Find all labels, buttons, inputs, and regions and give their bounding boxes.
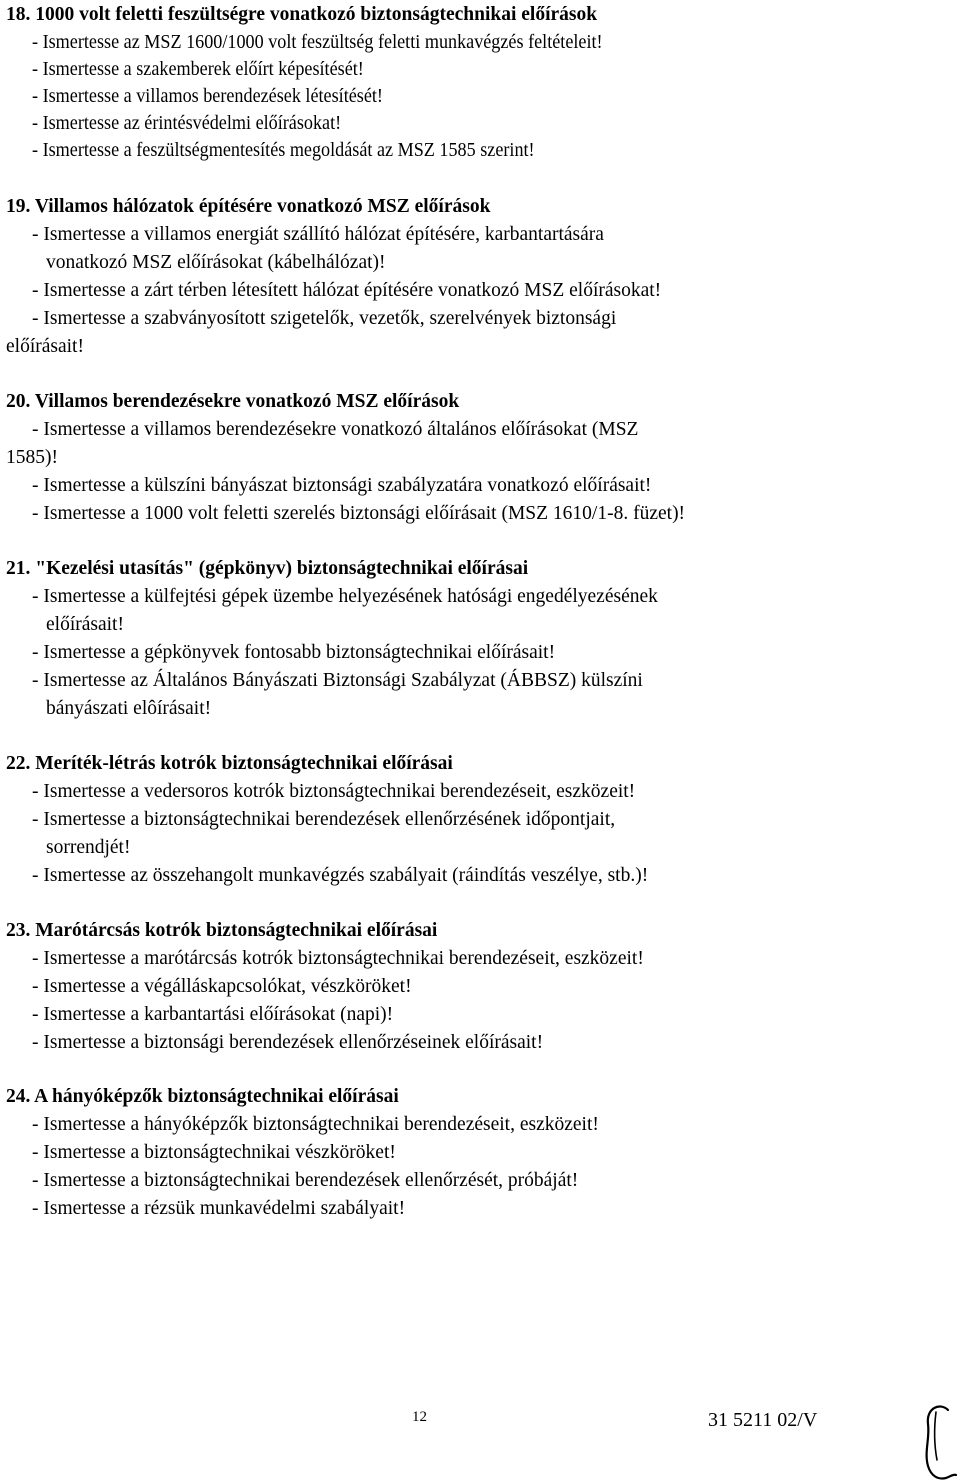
requirement-line: - Ismertesse a karbantartási előírásokat (napi)! — [32, 1004, 394, 1025]
requirement-line: - Ismertesse a szakemberek előírt képesítését! — [32, 59, 364, 80]
section-title: 23. Marótárcsás kotrók biztonságtechnikai előírásai — [6, 920, 438, 941]
requirement-line: - Ismertesse a vedersoros kotrók biztonságtechnikai berendezéseit, eszközeit! — [32, 781, 636, 802]
requirement-line: - Ismertesse az MSZ 1600/1000 volt feszültség feletti munkavégzés feltételeit! — [32, 32, 603, 53]
requirement-line: - Ismertesse a külszíni bányászat biztonsági szabályzatára vonatkozó előírásait! — [32, 475, 652, 496]
requirement-line: - Ismertesse a rézsük munkavédelmi szabályait! — [32, 1198, 406, 1219]
requirement-line: 1585)! — [6, 447, 58, 468]
requirement-line: előírásait! — [46, 614, 124, 635]
requirement-line: - Ismertesse az összehangolt munkavégzés szabályait (ráindítás veszélye, stb.)! — [32, 865, 649, 886]
requirement-line: - Ismertesse a biztonságtechnikai berendezések ellenőrzésének időpontjait, — [32, 809, 616, 830]
requirement-line: - Ismertesse a marótárcsás kotrók biztonságtechnikai berendezéseit, eszközeit! — [32, 948, 644, 969]
requirement-line: vonatkozó MSZ előírásokat (kábelhálózat)! — [46, 252, 386, 273]
requirement-line: - Ismertesse a szabványosított szigetelők, vezetők, szerelvények biztonsági — [32, 308, 617, 329]
requirement-line: - Ismertesse a 1000 volt feletti szerelés biztonsági előírásait (MSZ 1610/1-8. füzet)! — [32, 503, 686, 524]
handwritten-signature — [918, 1404, 958, 1482]
section-title: 24. A hányóképzők biztonságtechnikai előírásai — [6, 1086, 399, 1107]
section-title: 21. "Kezelési utasítás" (gépkönyv) biztonságtechnikai előírásai — [6, 558, 529, 579]
requirement-line: - Ismertesse a végálláskapcsolókat, vészköröket! — [32, 976, 412, 997]
requirement-line: - Ismertesse a biztonságtechnikai vészköröket! — [32, 1142, 396, 1163]
requirement-line: - Ismertesse a feszültségmentesítés megoldását az MSZ 1585 szerint! — [32, 140, 535, 161]
requirement-line: - Ismertesse a zárt térben létesített hálózat építésére vonatkozó MSZ előírásokat! — [32, 280, 662, 301]
section-title: 18. 1000 volt feletti feszültségre vonatkozó biztonságtechnikai előírások — [6, 4, 598, 25]
document-code: 31 5211 02/V — [708, 1409, 818, 1431]
page-number: 12 — [412, 1409, 427, 1425]
requirement-line: - Ismertesse a külfejtési gépek üzembe helyezésének hatósági engedélyezésének — [32, 586, 658, 607]
section-title: 19. Villamos hálózatok építésére vonatkozó MSZ előírások — [6, 196, 491, 217]
requirement-line: - Ismertesse a villamos energiát szállító hálózat építésére, karbantartására — [32, 224, 604, 245]
section-title: 22. Meríték-létrás kotrók biztonságtechnikai előírásai — [6, 753, 453, 774]
requirement-line: - Ismertesse az Általános Bányászati Biztonsági Szabályzat (ÁBBSZ) külszíni — [32, 670, 643, 691]
requirement-line: - Ismertesse a villamos berendezésekre vonatkozó általános előírásokat (MSZ — [32, 419, 639, 440]
requirement-line: - Ismertesse a hányóképzők biztonságtechnikai berendezéseit, eszközeit! — [32, 1114, 599, 1135]
requirement-line: sorrendjét! — [46, 837, 131, 858]
requirement-line: - Ismertesse a villamos berendezések létesítését! — [32, 86, 383, 107]
requirement-line: bányászati elôírásait! — [46, 698, 212, 719]
requirement-line: - Ismertesse a gépkönyvek fontosabb biztonságtechnikai előírásait! — [32, 642, 556, 663]
requirement-line: előírásait! — [6, 336, 84, 357]
requirement-line: - Ismertesse a biztonsági berendezések ellenőrzéseinek előírásait! — [32, 1032, 544, 1053]
section-title: 20. Villamos berendezésekre vonatkozó MSZ előírások — [6, 391, 460, 412]
requirement-line: - Ismertesse a biztonságtechnikai berendezések ellenőrzését, próbáját! — [32, 1170, 579, 1191]
requirement-line: - Ismertesse az érintésvédelmi előírásokat! — [32, 113, 342, 134]
